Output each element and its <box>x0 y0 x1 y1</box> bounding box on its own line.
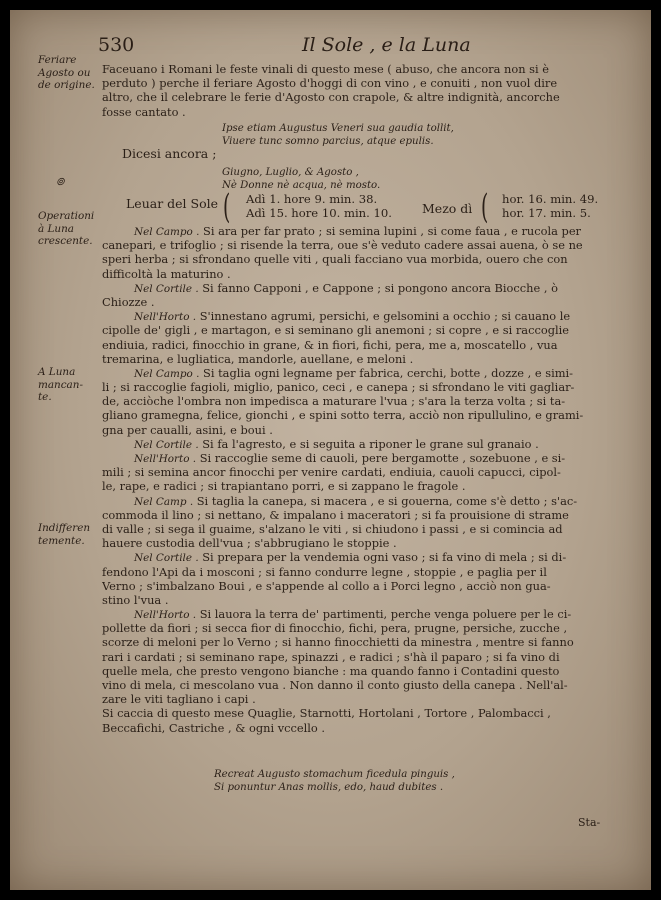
intro-paragraph <box>102 62 642 119</box>
text-line <box>102 706 642 720</box>
line-text: li ; si raccoglie fagioli, miglio, panico, ceci , e canepa ; si sfrondano le viti gagliar- <box>102 380 575 395</box>
line-text: fendono l'Api da i mosconi ; si fanno condurre legne , stoppie , e paglia per il <box>102 564 547 579</box>
book-page <box>10 10 651 890</box>
section-label: Nel Camp . <box>134 495 194 508</box>
margin-note-operationi: Operationi à Luna crescente. <box>38 210 95 247</box>
text-line <box>102 593 642 607</box>
margin-symbol: ๏ <box>56 173 65 189</box>
line-text: commoda il lino ; si nettano, & impalano i maceratori ; si fa prouisione di strame <box>102 507 569 522</box>
noon-times: hor. 16. min. 49. hor. 17. min. 5. <box>502 192 599 220</box>
line-text: speri herba ; si sfrondano quelle viti , quali facciano vua morbida, ouero che con <box>102 252 568 267</box>
line-text: pollette da fiori ; si secca fior di finocchio, fichi, pera, prugne, persiche, zucche , <box>102 621 568 636</box>
body-text <box>102 224 642 735</box>
text-line <box>102 437 642 451</box>
text-line <box>102 352 642 366</box>
text-line <box>102 721 642 735</box>
brace-symbol: ( <box>480 187 489 227</box>
line-text: rari i cardati ; si seminano rape, spinazzi , e radici ; s'hà il paparo ; si fa vino di <box>102 649 560 664</box>
line-text: Si fanno Capponi , e Cappone ; si pongono ancora Biocche , ò <box>198 280 558 295</box>
line-text: Si caccia di questo mese Quaglie, Starnotti, Hortolani , Tortore , Palombacci , <box>102 706 551 721</box>
latin-verse-1: Ipse etiam Augustus Veneri sua gaudia tollit, Viuere tunc somno parcius, atque epulis. <box>222 123 454 147</box>
text-line <box>102 579 642 593</box>
text-line <box>102 522 642 536</box>
line-text: le, rape, e radici ; si trapiantano porri, e si zappano le fragole . <box>102 479 466 494</box>
text-line <box>102 267 642 281</box>
line-text: Si ara per far prato ; si semina lupini , si come faua , e rucola per <box>199 224 581 238</box>
proverb-verse: Giugno, Luglio, & Agosto , Nè Donne nè acqua, nè mosto. <box>222 167 381 191</box>
section-label: Nell'Horto . <box>134 311 197 324</box>
text-line <box>102 281 642 295</box>
margin-note-indifferentemente: Indifferen temente. <box>38 522 91 547</box>
line-text: S'innestano agrumi, persichi, e gelsomini a occhio ; si cauano le <box>196 309 571 324</box>
line-text: stino l'vua . <box>102 592 169 607</box>
page-header <box>10 34 651 60</box>
text-line <box>102 366 642 380</box>
text-line <box>102 238 642 252</box>
text-line <box>102 338 642 352</box>
line-text: Beccafichi, Castriche , & ogni vccello . <box>102 720 326 735</box>
line-text: vino di mela, ci mescolano vua . Non danno il conto giusto della canepa . Nell'al- <box>102 678 568 692</box>
page-number: 530 <box>98 34 135 56</box>
text-line <box>102 650 642 664</box>
line-text: Si raccoglie seme di cauoli, pere bergamotte , sozebuone , e si- <box>196 451 566 465</box>
text-line <box>102 479 642 493</box>
text-line <box>102 621 642 635</box>
text-line <box>102 678 642 692</box>
catchword: Sta- <box>578 816 601 829</box>
text-line <box>102 536 642 550</box>
text-line <box>102 565 642 579</box>
section-label: Nel Campo . <box>134 367 200 380</box>
line-text: cipolle de' gigli , e martagon, e si seminano gli anemoni ; si copre , e si raccoglie <box>102 323 570 338</box>
text-line <box>102 309 642 323</box>
sunrise-times: Adì 1. hore 9. min. 38. Adì 15. hore 10. min. 10. <box>246 192 392 220</box>
margin-note-luna-mancante: A Luna mancan- te. <box>38 366 83 403</box>
margin-note-feriare: Feriare Agosto ou de origine. <box>38 54 95 91</box>
line-text: di valle ; si sega il guaime, s'alzano le viti , si chiudono i passi , e si comincia ad <box>102 521 563 536</box>
text-line <box>102 550 642 564</box>
line-text: Chiozze . <box>102 294 155 309</box>
line-text: canepari, e trifoglio ; si risende la terra, oue s'è veduto cadere assai auena, ò se ne <box>102 238 583 253</box>
text-line <box>102 394 642 408</box>
line-text: de, acciòche l'ombra non impedisca a maturare l'vua ; s'ara la terza volta ; si ta- <box>102 394 566 409</box>
text-line: perduto ) perche il feriare Agosto d'hoggi di con vino , e conuiti , non vuol dire <box>102 76 558 91</box>
line-text: scorze di meloni per lo Verno ; si hanno finocchietti da minestra , mentre si fanno <box>102 635 574 650</box>
text-line <box>102 423 642 437</box>
running-title: Il Sole , e la Luna <box>302 34 471 56</box>
line-text: gliano gramegna, felice, gionchi , e spini sotto terra, acciò non ripullulino, e grami- <box>102 408 584 423</box>
line-text: zare le viti tagliano i capi . <box>102 692 256 707</box>
text-line <box>102 295 642 309</box>
noon-label: Mezo dì <box>422 201 473 216</box>
text-line <box>102 451 642 465</box>
text-line <box>102 408 642 422</box>
line-text: tremarina, e lugliatica, mandorle, auellane, e meloni . <box>102 351 414 366</box>
line-text: Si prepara per la vendemia ogni vaso ; si fa vino di mela ; si di- <box>198 550 567 565</box>
latin-verse-2: Recreat Augusto stomachum ficedula pinguis , Si ponuntur Anas mollis, edo, haud dubites . <box>214 769 455 793</box>
line-text: mili ; si semina ancor finocchi per venire cardati, endiuia, cauoli capucci, cipol- <box>102 465 561 480</box>
line-text: Si lauora la terra de' partimenti, perche venga poluere per le ci- <box>196 607 572 622</box>
section-label: Nel Cortile . <box>134 438 199 451</box>
dicesi-line: Dicesi ancora ; <box>122 146 217 161</box>
line-text: Si taglia la canepa, si macera , e si gouerna, come s'è detto ; s'ac- <box>193 493 578 508</box>
section-label: Nel Campo . <box>134 226 200 238</box>
line-text: Si taglia ogni legname per fabrica, cerchi, botte , dozze , e simi- <box>199 365 574 380</box>
sunrise-label: Leuar del Sole <box>126 196 219 211</box>
line-text: endiuia, radici, finocchio in grane, & in fiori, fichi, pera, me a, moscatello , vua <box>102 337 558 352</box>
section-label: Nell'Horto . <box>134 453 197 465</box>
text-line <box>102 607 642 621</box>
text-line <box>102 252 642 266</box>
text-line: Faceuano i Romani le feste vinali di questo mese ( abuso, che ancora non si è <box>102 62 550 76</box>
text-line <box>102 508 642 522</box>
text-line <box>102 380 642 394</box>
text-line <box>102 494 642 508</box>
text-line <box>102 692 642 706</box>
text-line <box>102 635 642 649</box>
text-line <box>102 465 642 479</box>
section-label: Nel Cortile . <box>134 552 199 565</box>
line-text: quelle mela, che presto vengono bianche : ma quando fanno i Contadini questo <box>102 663 560 678</box>
brace-symbol: ( <box>222 187 231 227</box>
line-text: hauere custodia dell'vua ; s'abbrugiano le stoppie . <box>102 536 397 551</box>
line-text: Verno ; s'imbalzano Boui , e s'appende al collo a i Porci legno , acciò non gua- <box>102 578 551 593</box>
line-text: Si fa l'agresto, e si seguita a riponer le grane sul granaio . <box>198 436 539 451</box>
text-line <box>102 323 642 337</box>
text-line <box>102 224 642 238</box>
line-text: gna per caualli, asini, e boui . <box>102 422 273 437</box>
text-line: altro, che il celebrare le ferie d'Agosto con crapole, & altre indignità, ancorche <box>102 90 560 105</box>
text-line: fosse cantato . <box>102 104 186 119</box>
section-label: Nell'Horto . <box>134 609 197 622</box>
text-line <box>102 664 642 678</box>
line-text: difficoltà la maturino . <box>102 266 231 281</box>
section-label: Nel Cortile . <box>134 282 199 295</box>
